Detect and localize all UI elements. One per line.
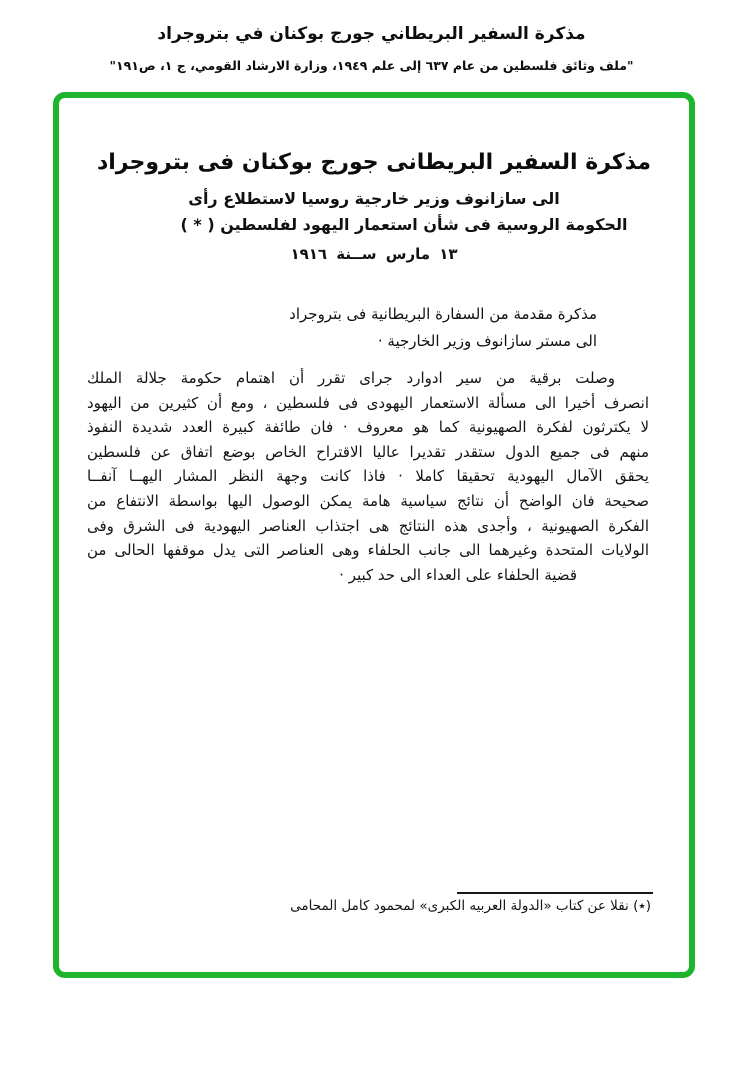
intro-line: مذكرة مقدمة من السفارة البريطانية فى بتروجراد — [289, 305, 597, 323]
footnote-text: (٭) نقلا عن كتاب «الدولة العربيه الكبرى» لمحمود كامل المحامى — [290, 898, 651, 914]
paragraph-line: الفكرة الصهيونية ، وأجدى هذه النتائج هى اجتذاب العناصر اليهودية فى الشرق وفى — [87, 516, 649, 535]
paragraph-line: الولايات المتحدة وغيرهما الى جانب الحلفاء وهى العناصر التى يدل موقفها الحالى من — [87, 541, 649, 560]
document-body-paragraph — [59, 366, 689, 587]
paragraph-line: صحيحة فان الواضح أن نتائج سياسية هامة يمكن الوصول اليها بواسطة الانتفاع من — [87, 491, 649, 510]
paragraph-line: انصرف أخيرا الى مسألة الاستعمار اليهودى فى فلسطين ، ومع أن كثيرين من اليهود — [87, 393, 649, 412]
document-subtitle-line1: الى سازانوف وزير خارجية روسيا لاستطلاع رأى — [188, 189, 560, 208]
paragraph-line: يحقق الآمال اليهودية تحقيقا كاملا · فاذا كانت وجهة النظر المشار اليهــا آنفــا — [87, 467, 649, 486]
paragraph-line: قضية الحلفاء على العداء الى حد كبير · — [339, 565, 577, 584]
paragraph-line: منهم فى جميع الدول ستقدر تقديرا عاليا الاقتراح الخاص بوضع اتفاق عن فلسطين — [87, 442, 649, 461]
paragraph-line: لا يكترثون لفكرة الصهيونية كما هو معروف · فان طائفة كبيرة العدد شديدة النفوذ — [87, 418, 649, 437]
paragraph-line: وصلت برقية من سير ادوارد جراى تقرر أن اهتمام حكومة جلالة الملك — [87, 369, 615, 387]
green-highlight-frame — [53, 92, 695, 978]
page-header-source-citation: "ملف وثائق فلسطين من عام ٦٣٧ إلى علم ١٩٤٩، وزارة الارشاد القومي، ج ١، ص١٩١" — [109, 58, 634, 73]
footnote-block — [59, 892, 689, 914]
document-date-line: ١٣ مارس ســنة ١٩١٦ — [290, 245, 458, 263]
intro-line: الى مستر سازانوف وزير الخارجية · — [377, 332, 597, 350]
document-intro-block — [59, 301, 689, 355]
document-title: مذكرة السفير البريطانى جورج بوكنان فى بتروجراد — [96, 150, 652, 175]
document-subtitle-line2: الحكومة الروسية فى شأن استعمار اليهود لفلسطين ( * ) — [180, 215, 628, 234]
page-header-title: مذكرة السفير البريطاني جورج بوكنان في بتروجراد — [157, 24, 586, 44]
footnote-separator-rule — [457, 892, 653, 894]
